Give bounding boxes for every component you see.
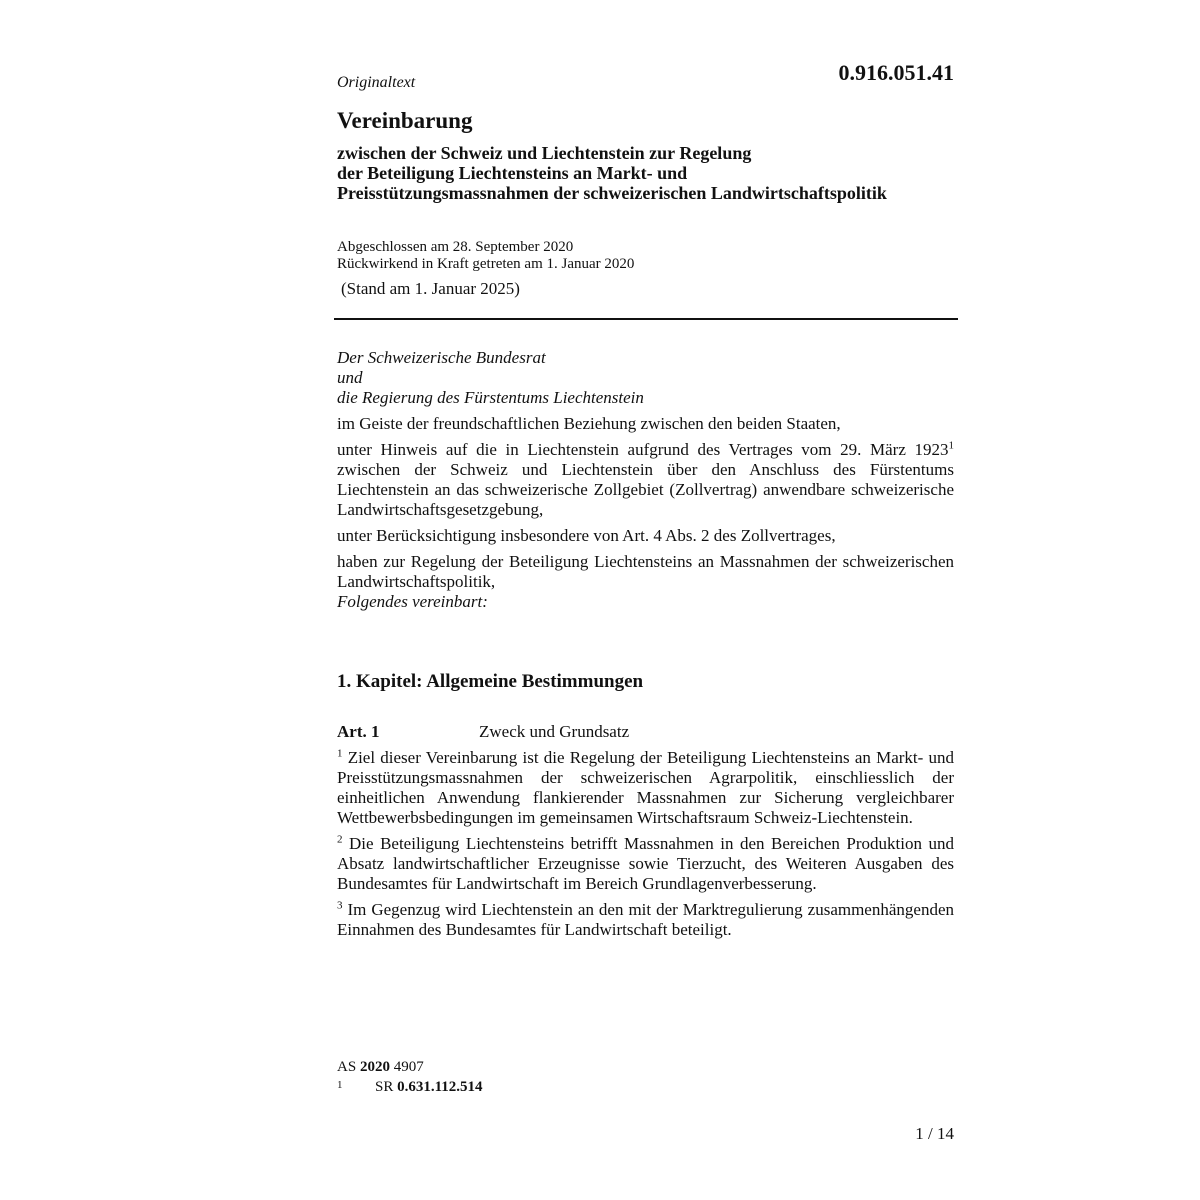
subtitle-line: der Beteiligung Liechtensteins an Markt- und: [337, 163, 688, 183]
footnote-sr-link[interactable]: 0.631.112.514: [397, 1079, 483, 1095]
subtitle-line: zwischen der Schweiz und Liechtenstein zur Regelung: [337, 143, 752, 163]
paragraph-number: 3: [337, 899, 343, 912]
document-title: Vereinbarung: [337, 108, 473, 133]
as-year: 2020: [359, 1059, 390, 1075]
sr-number: 0.916.051.41: [838, 60, 954, 85]
preamble: [337, 348, 954, 612]
paragraph-text: Im Gegenzug wird Liechtenstein an den mit der Marktregulierung zusammenhängenden Einnahmen des Bundesamtes für Landwirtschaft beteiligt.: [337, 900, 954, 939]
preamble-paragraph: unter Berücksichtigung insbesondere von Art. 4 Abs. 2 des Zollvertrages,: [337, 526, 836, 545]
article-paragraph: [337, 900, 954, 940]
preamble-party-1: Der Schweizerische Bundesrat: [337, 348, 546, 367]
article-number: Art. 1: [337, 722, 380, 741]
preamble-and: und: [337, 368, 363, 387]
header-divider: [334, 318, 958, 320]
footnote-prefix: SR: [375, 1079, 398, 1095]
concluded-date: Abgeschlossen am 28. September 2020: [337, 239, 574, 255]
footnote-number: 1: [337, 1079, 343, 1091]
article-paragraph: [337, 748, 954, 828]
preamble-party-2: die Regierung des Fürstentums Liechtenstein: [337, 388, 644, 407]
footnote: [337, 1079, 483, 1096]
article-title: Zweck und Grundsatz: [479, 722, 630, 741]
originaltext-label: Originaltext: [337, 74, 416, 91]
subtitle-line: Preisstützungsmassnahmen der schweizerischen Landwirtschaftspolitik: [337, 183, 887, 203]
chapter-heading: 1. Kapitel: Allgemeine Bestimmungen: [337, 671, 644, 692]
paragraph-text: Die Beteiligung Liechtensteins betrifft Massnahmen in den Bereichen Produktion und Absatz landwirtschaftlicher Erzeugnisse sowie Tierzucht, des Weiteren Ausgaben des Bundesamtes für Landwirtschaft im Bereich Grundlagenverbesserung.: [337, 834, 954, 893]
paragraph-number: 2: [337, 833, 343, 846]
paragraph-text: Ziel dieser Vereinbarung ist die Regelung der Beteiligung Liechtensteins an Markt- und Preisstützungsmassnahmen der schweizerischen Agrarpolitik, einschliesslich der einheitlichen Anwendung flankierender Massnahmen zur Sicherung vergleichbarer Wettbewerbsbedingungen im gemeinsamen Wirtschaftsraum Schweiz-Liechtenstein.: [337, 748, 954, 827]
preamble-closing: Folgendes vereinbart:: [337, 592, 488, 611]
document-subtitle: [337, 143, 887, 203]
page-number: 1 / 14: [915, 1124, 954, 1143]
preamble-text: unter Hinweis auf die in Liechtenstein aufgrund des Vertrages vom 29. März 1923: [337, 440, 949, 459]
preamble-paragraph: [337, 440, 954, 520]
footnote-reference[interactable]: 1: [948, 439, 954, 452]
preamble-paragraph: im Geiste der freundschaftlichen Beziehung zwischen den beiden Staaten,: [337, 414, 841, 433]
dates-block: [337, 239, 634, 273]
stand-date: (Stand am 1. Januar 2025): [341, 279, 520, 298]
paragraph-number: 1: [337, 747, 343, 760]
article-paragraph: [337, 834, 954, 894]
preamble-paragraph: haben zur Regelung der Beteiligung Liechtensteins an Massnahmen der schweizerischen Landwirtschaftspolitik,: [337, 552, 954, 591]
as-prefix: AS: [337, 1059, 360, 1075]
in-force-date: Rückwirkend in Kraft getreten am 1. Januar 2020: [337, 256, 635, 272]
article-body: [337, 748, 954, 946]
as-page: 4907: [389, 1059, 424, 1075]
as-reference: [337, 1059, 424, 1076]
preamble-text: zwischen der Schweiz und Liechtenstein über den Anschluss des Fürstentums Liechtenstein an das schweizerische Zollgebiet (Zollvertrag) anwendbare schweizerische Landwirtschaftsgesetzgebung,: [337, 460, 954, 519]
